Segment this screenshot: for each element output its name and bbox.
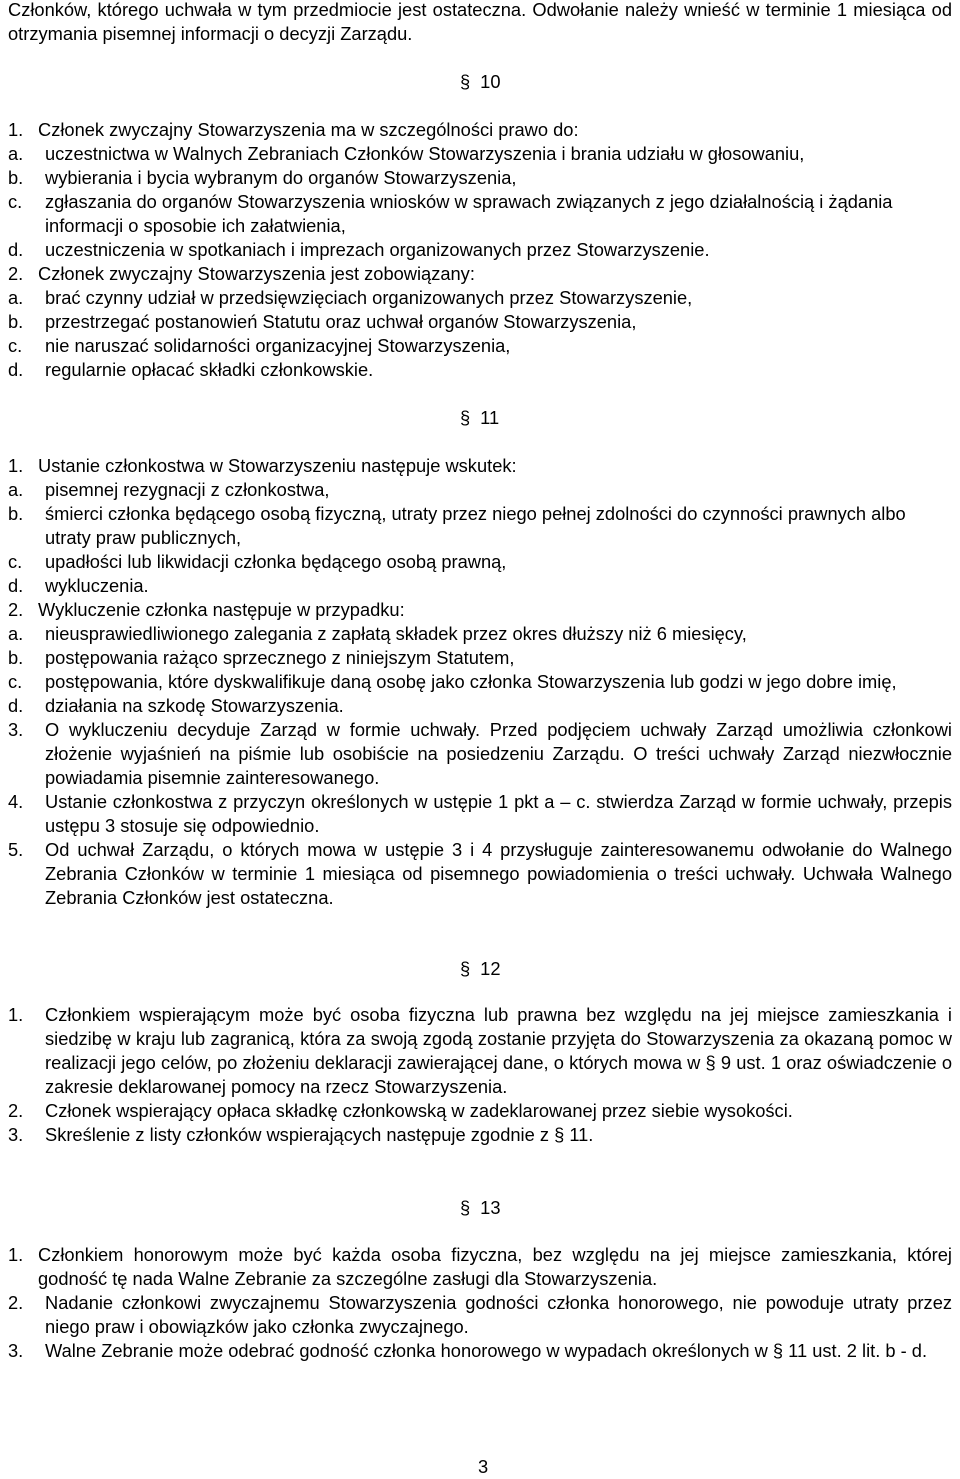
list-item: d. wykluczenia. xyxy=(8,575,149,596)
section-13 xyxy=(8,1243,952,1363)
section-heading-13: § 13 xyxy=(460,1197,501,1218)
list-item: a. nieusprawiedliwionego zalegania z zapłatą składek przez okres dłuższy niż 6 miesięcy, xyxy=(8,623,747,644)
list-item: a. uczestnictwa w Walnych Zebraniach Członków Stowarzyszenia i brania udziału w głosowaniu, xyxy=(8,143,805,164)
intro-paragraph: Członków, którego uchwała w tym przedmiocie jest ostateczna. Odwołanie należy wnieść w terminie 1 miesiąca od otrzymania pisemnej informacji o decyzji Zarządu. xyxy=(8,0,952,44)
section-11 xyxy=(8,454,952,910)
section-12 xyxy=(8,1003,952,1147)
list-item: 3. O wykluczeniu decyduje Zarząd w formie uchwały. Przed podjęciem uchwały Zarząd umożliwia członkowi złożenie wyjaśnień na piśmie lub osobiście na posiedzeniu Zarządu. O treści uchwały Zarząd niezwłocznie powiadamia pisemnie zainteresowanego. xyxy=(8,719,952,788)
list-item: b. śmierci członka będącego osobą fizyczną, utraty przez niego pełnej zdolności do czynności prawnych albo utraty praw publicznych, xyxy=(8,503,906,548)
list-item: 3. Walne Zebranie może odebrać godność członka honorowego w wypadach określonych w § 11 ust. 2 lit. b - d. xyxy=(8,1340,928,1361)
list-item: 2. Członek wspierający opłaca składkę członkowską w zadeklarowanej przez siebie wysokości. xyxy=(8,1100,793,1121)
list-item: c. zgłaszania do organów Stowarzyszenia wniosków w sprawach związanych z jego działalnością i żądania informacji o sposobie ich załatwienia, xyxy=(8,191,893,236)
list-item: a. brać czynny udział w przedsięwzięciach organizowanych przez Stowarzyszenie, xyxy=(8,287,693,308)
list-item: b. wybierania i bycia wybranym do organów Stowarzyszenia, xyxy=(8,167,517,188)
list-item: c. postępowania, które dyskwalifikuje daną osobę jako członka Stowarzyszenia lub godzi w jego dobre imię, xyxy=(8,671,897,692)
list-item: d. działania na szkodę Stowarzyszenia. xyxy=(8,695,344,716)
list-item: b. postępowania rażąco sprzecznego z niniejszym Statutem, xyxy=(8,647,515,668)
list-item: 2. Nadanie członkowi zwyczajnemu Stowarzyszenia godności członka honorowego, nie powoduje utraty przez niego praw i obowiązków jako członka zwyczajnego. xyxy=(8,1292,952,1337)
list-item: d. regularnie opłacać składki członkowskie. xyxy=(8,359,374,380)
list-item: 1. Ustanie członkostwa w Stowarzyszeniu następuje wskutek: xyxy=(8,455,517,476)
list-item: c. upadłości lub likwidacji członka będącego osobą prawną, xyxy=(8,551,507,572)
list-item: 1. Członek zwyczajny Stowarzyszenia ma w szczególności prawo do: xyxy=(8,119,579,140)
list-item: 5. Od uchwał Zarządu, o których mowa w ustępie 3 i 4 przysługuje zainteresowanemu odwołanie do Walnego Zebrania Członków w terminie 1 miesiąca od pisemnego powiadomienia o treści uchwały. Uchwała Walnego Zebrania Członków jest ostateczna. xyxy=(8,839,952,908)
list-item: b. przestrzegać postanowień Statutu oraz uchwał organów Stowarzyszenia, xyxy=(8,311,637,332)
list-item: 2. Członek zwyczajny Stowarzyszenia jest zobowiązany: xyxy=(8,263,475,284)
list-item: 1. Członkiem wspierającym może być osoba fizyczna lub prawna bez względu na jej miejsce zamieszkania i siedzibę w kraju lub zagranicą, która za swoją zgodą zostanie przyjęta do Stowarzyszenia za okazaną pomoc w realizacji jego celów, po złożeniu deklaracji zawierającej dane, o których mowa w § 9 ust. 1 oraz oświadczenie o zakresie deklarowanej pomocy na rzecz Stowarzyszenia. xyxy=(8,1004,952,1097)
list-item: 4. Ustanie członkostwa z przyczyn określonych w ustępie 1 pkt a – c. stwierdza Zarząd w formie uchwały, przepis ustępu 3 stosuje się odpowiednio. xyxy=(8,791,952,836)
list-item: a. pisemnej rezygnacji z członkostwa, xyxy=(8,479,330,500)
page-number: 3 xyxy=(478,1456,489,1477)
section-heading-10: § 10 xyxy=(460,71,501,92)
section-symbol: § xyxy=(460,71,471,92)
list-item: 1. Członkiem honorowym może być każda osoba fizyczna, bez względu na jej miejsce zamieszkania, której godność tę nada Walne Zebranie za szczególne zasługi dla Stowarzyszenia. xyxy=(8,1244,952,1289)
list-item: d. uczestniczenia w spotkaniach i imprezach organizowanych przez Stowarzyszenie. xyxy=(8,239,710,260)
list-item: 3. Skreślenie z listy członków wspierających następuje zgodnie z § 11. xyxy=(8,1124,594,1145)
section-10 xyxy=(8,118,952,382)
list-item: 2. Wykluczenie członka następuje w przypadku: xyxy=(8,599,405,620)
section-heading-12: § 12 xyxy=(460,958,501,979)
section-heading-11: § 11 xyxy=(460,407,500,428)
list-item: c. nie naruszać solidarności organizacyjnej Stowarzyszenia, xyxy=(8,335,511,356)
